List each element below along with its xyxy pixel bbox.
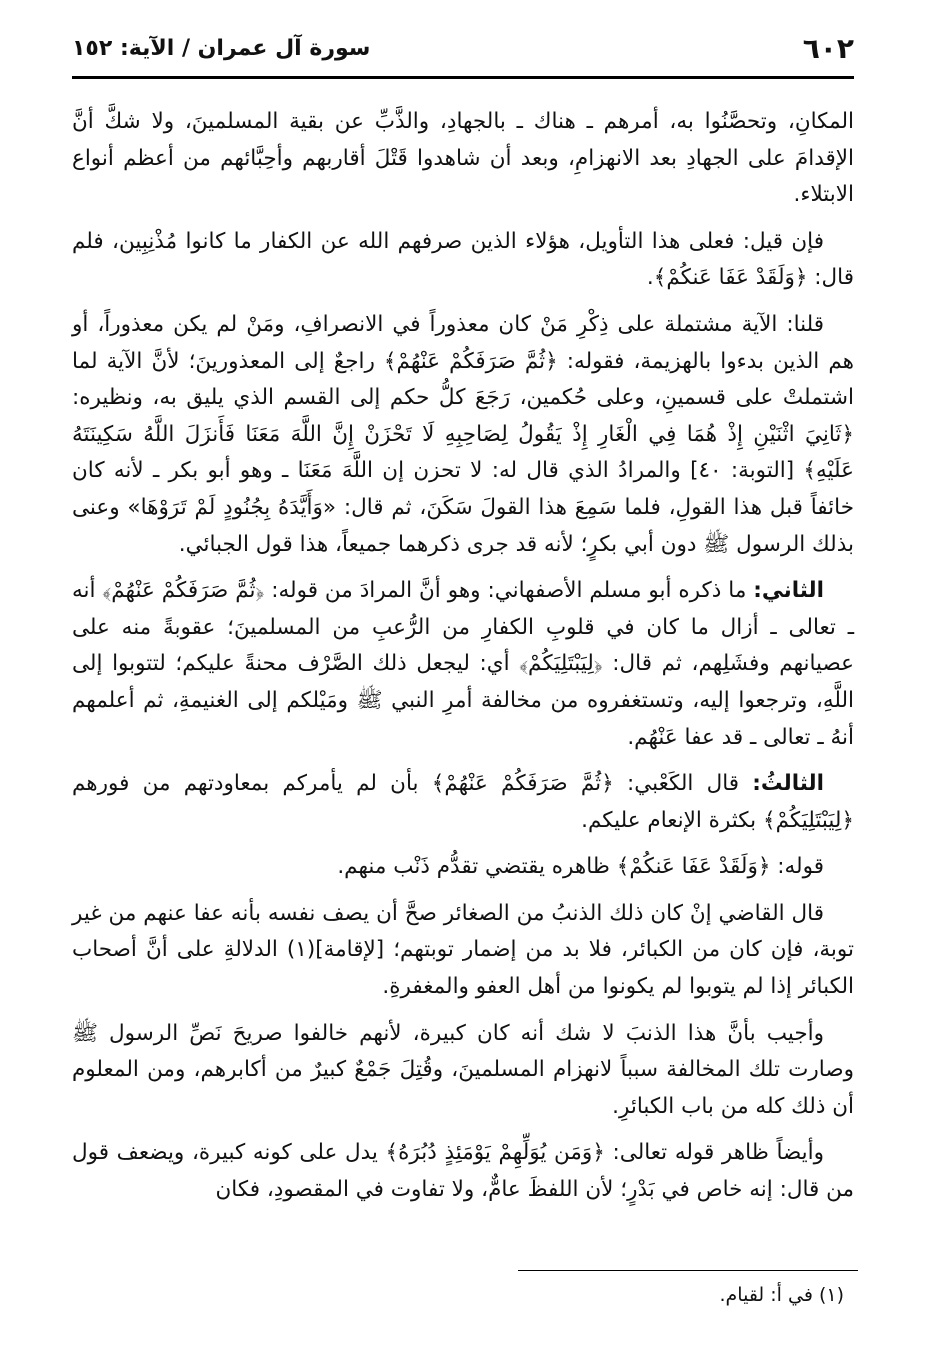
footnote-rule (518, 1270, 858, 1271)
paragraph: قوله: ﴿وَلَقَدْ عَفَا عَنكُمْ﴾ ظاهره يقتضي تقدُّم ذَنْب منهم. (337, 854, 824, 880)
paragraph-text: ما ذكره أبو مسلم الأصفهاني: وهو أنَّ المرادَ من قوله: ﴿ثُمَّ صَرَفَكُمْ عَنْهُمْ﴾ أنه ـ تعالى ـ أزال ما كان في قلوبِ الكفارِ من الرُّعبِ من المسلمينَ؛ عقوبةً منه على عصيانهم وفشَلِهم، ثم قال: ﴿لِيَبْتَلِيَكُمْ﴾ أي: ليجعل ذلك الصَّرْف محنةً عليكم؛ لتتوبوا إلى اللَّهِ، وترجعوا إليه، وتستغفروه من مخالفة أمرِ النبي ﷺ ومَيْلكم إلى الغنيمةِ، ثم أعلمهم أنهُ ـ تعالى ـ قد عفا عَنْهُم. (72, 578, 854, 750)
header-rule (72, 76, 854, 79)
paragraph: قال القاضي إنْ كان ذلك الذنبُ من الصغائر صحَّ أن يصف نفسه بأنه عفا عنهم من غير توبة، فإن كان من الكبائر، فلا بد من إضمار توبتهم؛ [لإقامة](١) الدلالةِ على أنَّ أصحاب الكبائر إذا لم يتوبوا لم يكونوا من أهل العفو والمغفرةِ. (72, 900, 854, 1000)
paragraph: فإن قيل: فعلى هذا التأويل، هؤلاء الذين صرفهم الله عن الكفار ما كانوا مُذْنِبِين، فلم قال: ﴿وَلَقَدْ عَفَا عَنكُمْ﴾. (72, 228, 854, 291)
paragraph: المكانِ، وتحصَّنُوا به، أمرهم ـ هناك ـ بالجهادِ، والذَّبِّ عن بقية المسلمينَ، ولا شكَّ أنَّ الإقدامَ على الجهادِ بعد الانهزامِ، وبعد أن شاهدوا قَتْلَ أقاربهم وأحِبَّائهم من أعظم أنواع الابتلاء. (72, 109, 854, 208)
footnote: (١) في أ: لقيام. (719, 1284, 844, 1306)
paragraph-lead: الثاني: (753, 578, 824, 604)
running-title: سورة آل عمران / الآية: ١٥٢ (72, 36, 371, 61)
page-number: ٦٠٢ (802, 32, 854, 65)
paragraph-lead: الثالثُ: (752, 771, 824, 797)
paragraph (72, 573, 854, 756)
page-header (72, 28, 854, 84)
paragraph: وأيضاً ظاهر قوله تعالى: ﴿وَمَن يُوَلِّهِمْ يَوْمَئِذٍ دُبُرَهُ﴾ يدل على كونه كبيرة، ويضعف قول من قال: إنه خاص في بَدْرٍ؛ لأن اللفظَ عامٌّ، ولا تفاوت في المقصودِ، فكان (72, 1140, 854, 1203)
page-body (72, 104, 854, 1219)
paragraph (72, 766, 854, 839)
paragraph-text: قال الكَعْبي: ﴿ثُمَّ صَرَفَكُمْ عَنْهُمْ﴾ بأن لم يأمركم بمعاودتهم من فورهم ﴿لِيَبْتَلِيَكُمْ﴾ بكثرة الإنعام عليكم. (72, 771, 854, 833)
paragraph: قلنا: الآية مشتملة على ذِكْرِ مَنْ كان معذوراً في الانصرافِ، ومَنْ لم يكن معذوراً، أو هم الذين بدءوا بالهزيمة، فقوله: ﴿ثُمَّ صَرَفَكُمْ عَنْهُمْ﴾ راجعٌ إلى المعذورينَ؛ لأنَّ الآية لما اشتملتْ على قسمينِ، وعلى حُكمين، رَجَعَ كلُّ حكم إلى القسم الذي يليق به، ونظيره: ﴿ثَانِيَ اثْنَيْنِ إِذْ هُمَا فِي الْغَارِ إِذْ يَقُولُ لِصَاحِبِهِ لَا تَحْزَنْ إِنَّ اللَّهَ مَعَنَا فَأَنزَلَ اللَّهُ سَكِينَتَهُ عَلَيْهِ﴾ [التوبة: ٤٠] والمرادُ الذي قال له: لا تحزن إن اللَّهَ مَعَنَا ـ وهو أبو بكر ـ لأنه كان خائفاً قبل هذا القولِ، فلما سَمِعَ هذا القولَ سَكَنَ، ثم قال: «وَأَيَّدَهُ بِجُنُودٍ لَمْ تَرَوْهَا» وعنى بذلك الرسول ﷺ دون أبي بكرٍ؛ لأنه قد جرى ذكرهما جميعاً، هذا قول الجبائي. (72, 311, 854, 557)
paragraph: وأجيب بأنَّ هذا الذنبَ لا شك أنه كان كبيرة، لأنهم خالفوا صريحَ نَصِّ الرسول ﷺ وصارت تلك المخالفة سبباً لانهزام المسلمينَ، وقُتِلَ جَمْعٌ كبيرٌ من أكابرهم، ومن المعلوم أن ذلك كله من باب الكبائرِ. (72, 1020, 854, 1119)
